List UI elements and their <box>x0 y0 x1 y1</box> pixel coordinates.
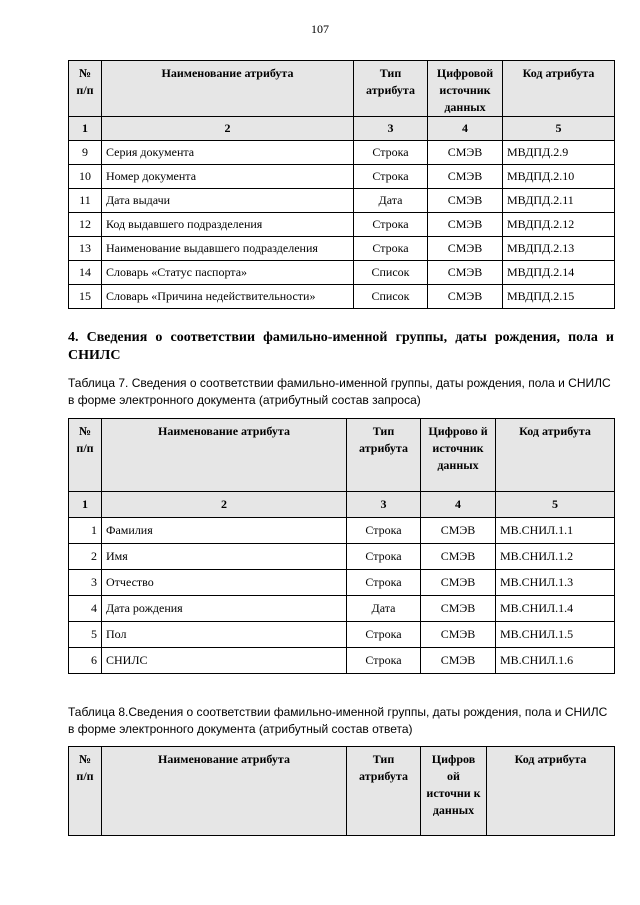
attribute-name: Пол <box>102 622 347 648</box>
data-source: СМЭВ <box>428 141 503 165</box>
table8-response-attributes <box>68 746 615 836</box>
row-number: 10 <box>69 165 102 189</box>
header-number: № п/п <box>69 419 102 492</box>
table-row <box>69 213 615 237</box>
header-attribute-type: Тип атрибута <box>347 419 421 492</box>
attribute-code: МВ.СНИЛ.1.1 <box>496 518 615 544</box>
attribute-name: Дата рождения <box>102 596 347 622</box>
row-number: 14 <box>69 261 102 285</box>
attribute-type: Дата <box>347 596 421 622</box>
row-number: 1 <box>69 518 102 544</box>
attribute-type: Строка <box>347 622 421 648</box>
column-number-row <box>69 117 615 141</box>
row-number: 3 <box>69 570 102 596</box>
column-number: 5 <box>496 492 615 518</box>
attribute-code: МВДПД.2.15 <box>503 285 615 309</box>
data-source: СМЭВ <box>421 518 496 544</box>
data-source: СМЭВ <box>428 261 503 285</box>
table-row <box>69 648 615 674</box>
data-source: СМЭВ <box>421 570 496 596</box>
table8-caption: Таблица 8.Сведения о соответствии фамильно-именной группы, даты рождения, пола и СНИЛС в форме электронного документа (атрибутный состав ответа) <box>68 705 608 736</box>
row-number: 5 <box>69 622 102 648</box>
table-row <box>69 518 615 544</box>
attribute-type: Список <box>354 261 428 285</box>
attribute-code: МВ.СНИЛ.1.3 <box>496 570 615 596</box>
header-attribute-name: Наименование атрибута <box>102 419 347 492</box>
table-row <box>69 285 615 309</box>
data-source: СМЭВ <box>428 165 503 189</box>
column-number: 1 <box>69 117 102 141</box>
section-heading: 4. Сведения о соответствии фамильно-именной группы, даты рождения, пола и СНИЛС <box>68 330 614 363</box>
attribute-code: МВ.СНИЛ.1.5 <box>496 622 615 648</box>
data-source: СМЭВ <box>428 285 503 309</box>
column-number: 1 <box>69 492 102 518</box>
attribute-name: Словарь «Причина недействительности» <box>102 285 354 309</box>
attribute-name: Серия документа <box>102 141 354 165</box>
attribute-type: Строка <box>347 544 421 570</box>
column-number: 5 <box>503 117 615 141</box>
attribute-name: СНИЛС <box>102 648 347 674</box>
attribute-type: Строка <box>354 165 428 189</box>
attribute-code: МВДПД.2.11 <box>503 189 615 213</box>
table-row <box>69 570 615 596</box>
table-row <box>69 261 615 285</box>
attribute-code: МВ.СНИЛ.1.6 <box>496 648 615 674</box>
column-number: 2 <box>102 117 354 141</box>
table-row <box>69 622 615 648</box>
attribute-type: Дата <box>354 189 428 213</box>
column-number-row <box>69 492 615 518</box>
attribute-type: Список <box>354 285 428 309</box>
row-number: 13 <box>69 237 102 261</box>
attribute-type: Строка <box>347 518 421 544</box>
data-source: СМЭВ <box>428 189 503 213</box>
column-number: 2 <box>102 492 347 518</box>
attribute-type: Строка <box>354 213 428 237</box>
data-source: СМЭВ <box>421 544 496 570</box>
table-row <box>69 189 615 213</box>
data-source: СМЭВ <box>428 237 503 261</box>
row-number: 2 <box>69 544 102 570</box>
attribute-name: Имя <box>102 544 347 570</box>
table7-caption: Таблица 7. Сведения о соответствии фамильно-именной группы, даты рождения, пола и СНИЛС в форме электронного документа (атрибутный состав запроса) <box>68 376 611 407</box>
attribute-code: МВДПД.2.13 <box>503 237 615 261</box>
attribute-type: Строка <box>354 141 428 165</box>
attribute-name: Фамилия <box>102 518 347 544</box>
row-number: 11 <box>69 189 102 213</box>
column-number: 4 <box>421 492 496 518</box>
header-attribute-code: Код атрибута <box>503 61 615 117</box>
header-number: № п/п <box>69 747 102 836</box>
attribute-code: МВДПД.2.10 <box>503 165 615 189</box>
data-source: СМЭВ <box>421 596 496 622</box>
header-attribute-code: Код атрибута <box>487 747 615 836</box>
row-number: 9 <box>69 141 102 165</box>
header-attribute-name: Наименование атрибута <box>102 747 347 836</box>
attribute-type: Строка <box>347 570 421 596</box>
attribute-name: Номер документа <box>102 165 354 189</box>
header-attribute-type: Тип атрибута <box>354 61 428 117</box>
table-row <box>69 237 615 261</box>
header-data-source: Цифрово й источник данных <box>421 419 496 492</box>
attribute-type: Строка <box>347 648 421 674</box>
attribute-code: МВДПД.2.14 <box>503 261 615 285</box>
attribute-code: МВ.СНИЛ.1.2 <box>496 544 615 570</box>
attribute-name: Отчество <box>102 570 347 596</box>
page-number: 107 <box>311 22 329 36</box>
column-number: 3 <box>354 117 428 141</box>
attribute-name: Словарь «Статус паспорта» <box>102 261 354 285</box>
header-number: № п/п <box>69 61 102 117</box>
attributes-table-passport <box>68 60 615 309</box>
table-row <box>69 596 615 622</box>
column-number: 3 <box>347 492 421 518</box>
data-source: СМЭВ <box>421 622 496 648</box>
header-data-source: Цифровой источник данных <box>428 61 503 117</box>
attribute-code: МВ.СНИЛ.1.4 <box>496 596 615 622</box>
row-number: 15 <box>69 285 102 309</box>
header-attribute-type: Тип атрибута <box>347 747 421 836</box>
row-number: 4 <box>69 596 102 622</box>
header-attribute-name: Наименование атрибута <box>102 61 354 117</box>
table-row <box>69 544 615 570</box>
attribute-code: МВДПД.2.9 <box>503 141 615 165</box>
table-row <box>69 165 615 189</box>
attribute-name: Код выдавшего подразделения <box>102 213 354 237</box>
attribute-name: Наименование выдавшего подразделения <box>102 237 354 261</box>
attribute-name: Дата выдачи <box>102 189 354 213</box>
row-number: 12 <box>69 213 102 237</box>
data-source: СМЭВ <box>428 213 503 237</box>
attribute-code: МВДПД.2.12 <box>503 213 615 237</box>
header-attribute-code: Код атрибута <box>496 419 615 492</box>
column-number: 4 <box>428 117 503 141</box>
table7-request-attributes <box>68 418 615 674</box>
header-data-source: Цифров ой источни к данных <box>421 747 487 836</box>
data-source: СМЭВ <box>421 648 496 674</box>
row-number: 6 <box>69 648 102 674</box>
attribute-type: Строка <box>354 237 428 261</box>
table-row <box>69 141 615 165</box>
